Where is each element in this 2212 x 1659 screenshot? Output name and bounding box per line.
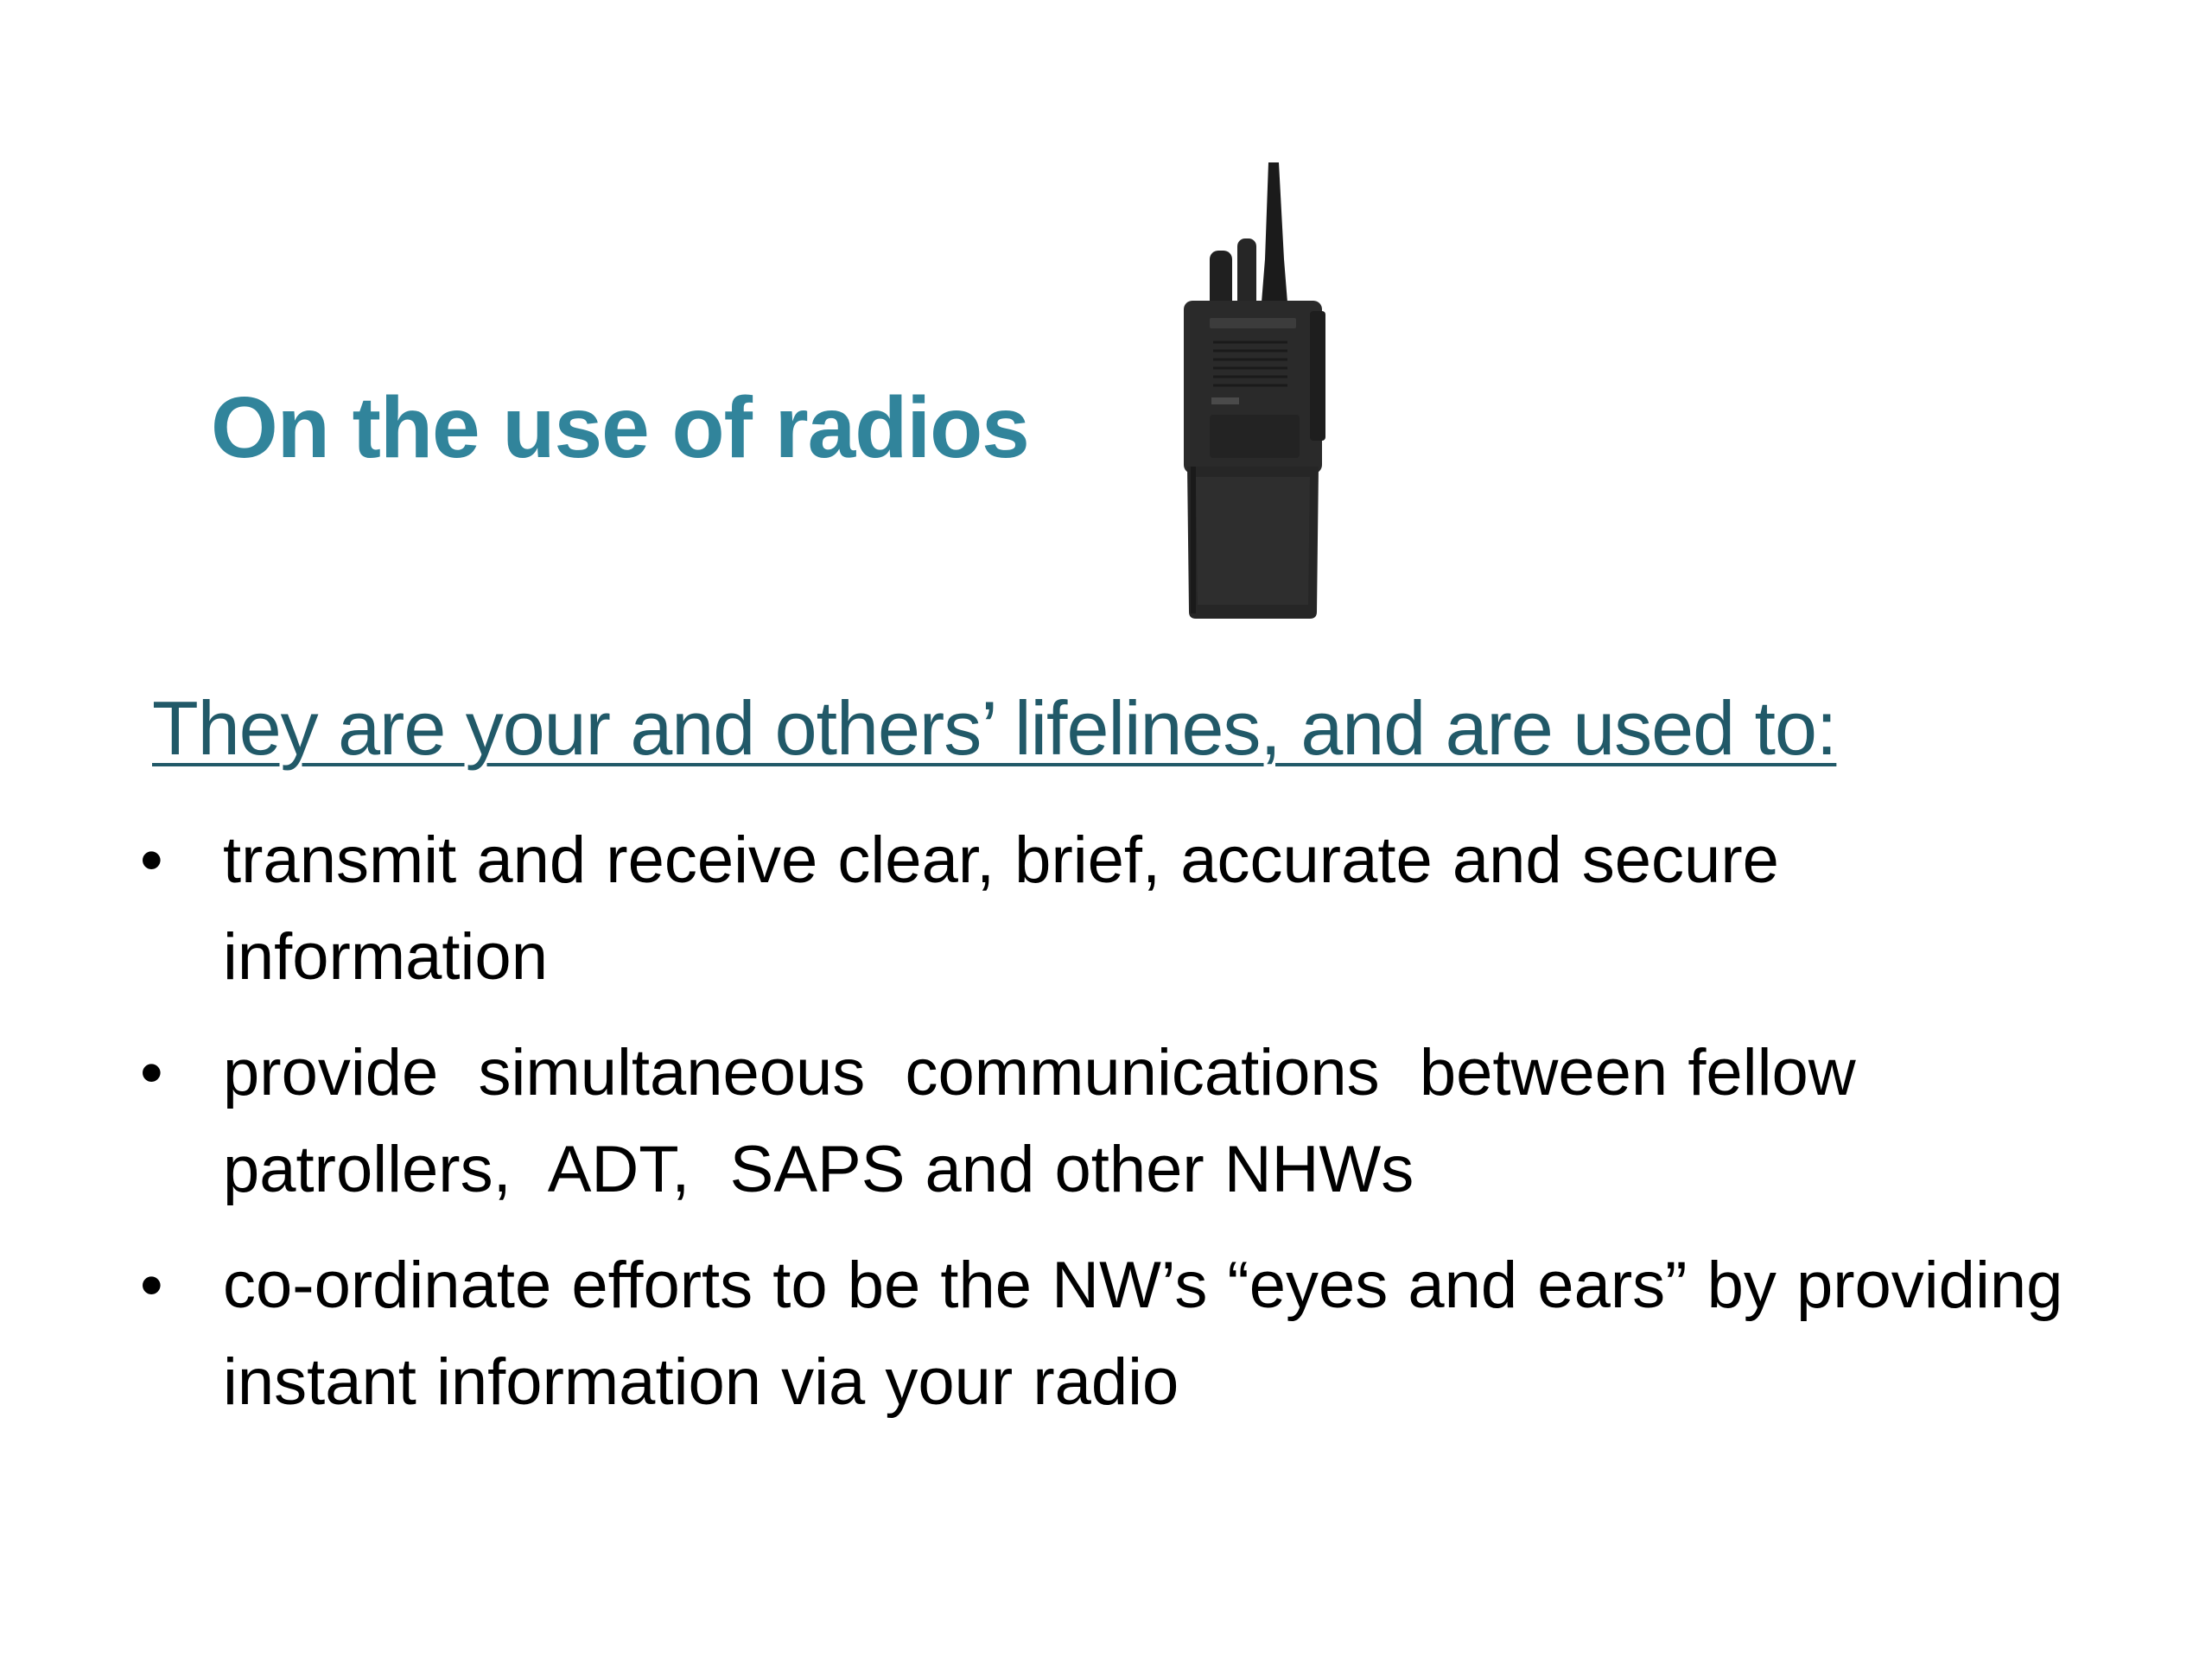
- bullet-dot-icon: •: [140, 1249, 163, 1322]
- list-item: [130, 812, 2117, 1006]
- bullet-dot-icon: •: [140, 823, 163, 897]
- slide-title: On the use of radios: [211, 379, 1029, 476]
- bullet-dot-icon: •: [140, 1036, 163, 1109]
- bullet-text: co-ordinate efforts to be the NW’s “eyes and ears” by providing instant information via your radio: [223, 1249, 2063, 1419]
- handheld-radio-icon: [1158, 156, 1331, 622]
- list-item: [130, 1025, 2117, 1218]
- list-item: [130, 1237, 2117, 1431]
- bullet-text: provide simultaneous communications between fellow patrollers, ADT, SAPS and other NHWs: [223, 1036, 1876, 1206]
- bullet-list: [130, 812, 2117, 1450]
- slide-subheading: They are your and others’ lifelines, and are used to:: [152, 685, 1837, 771]
- bullet-text: transmit and receive clear, brief, accurate and secure information: [223, 823, 1779, 994]
